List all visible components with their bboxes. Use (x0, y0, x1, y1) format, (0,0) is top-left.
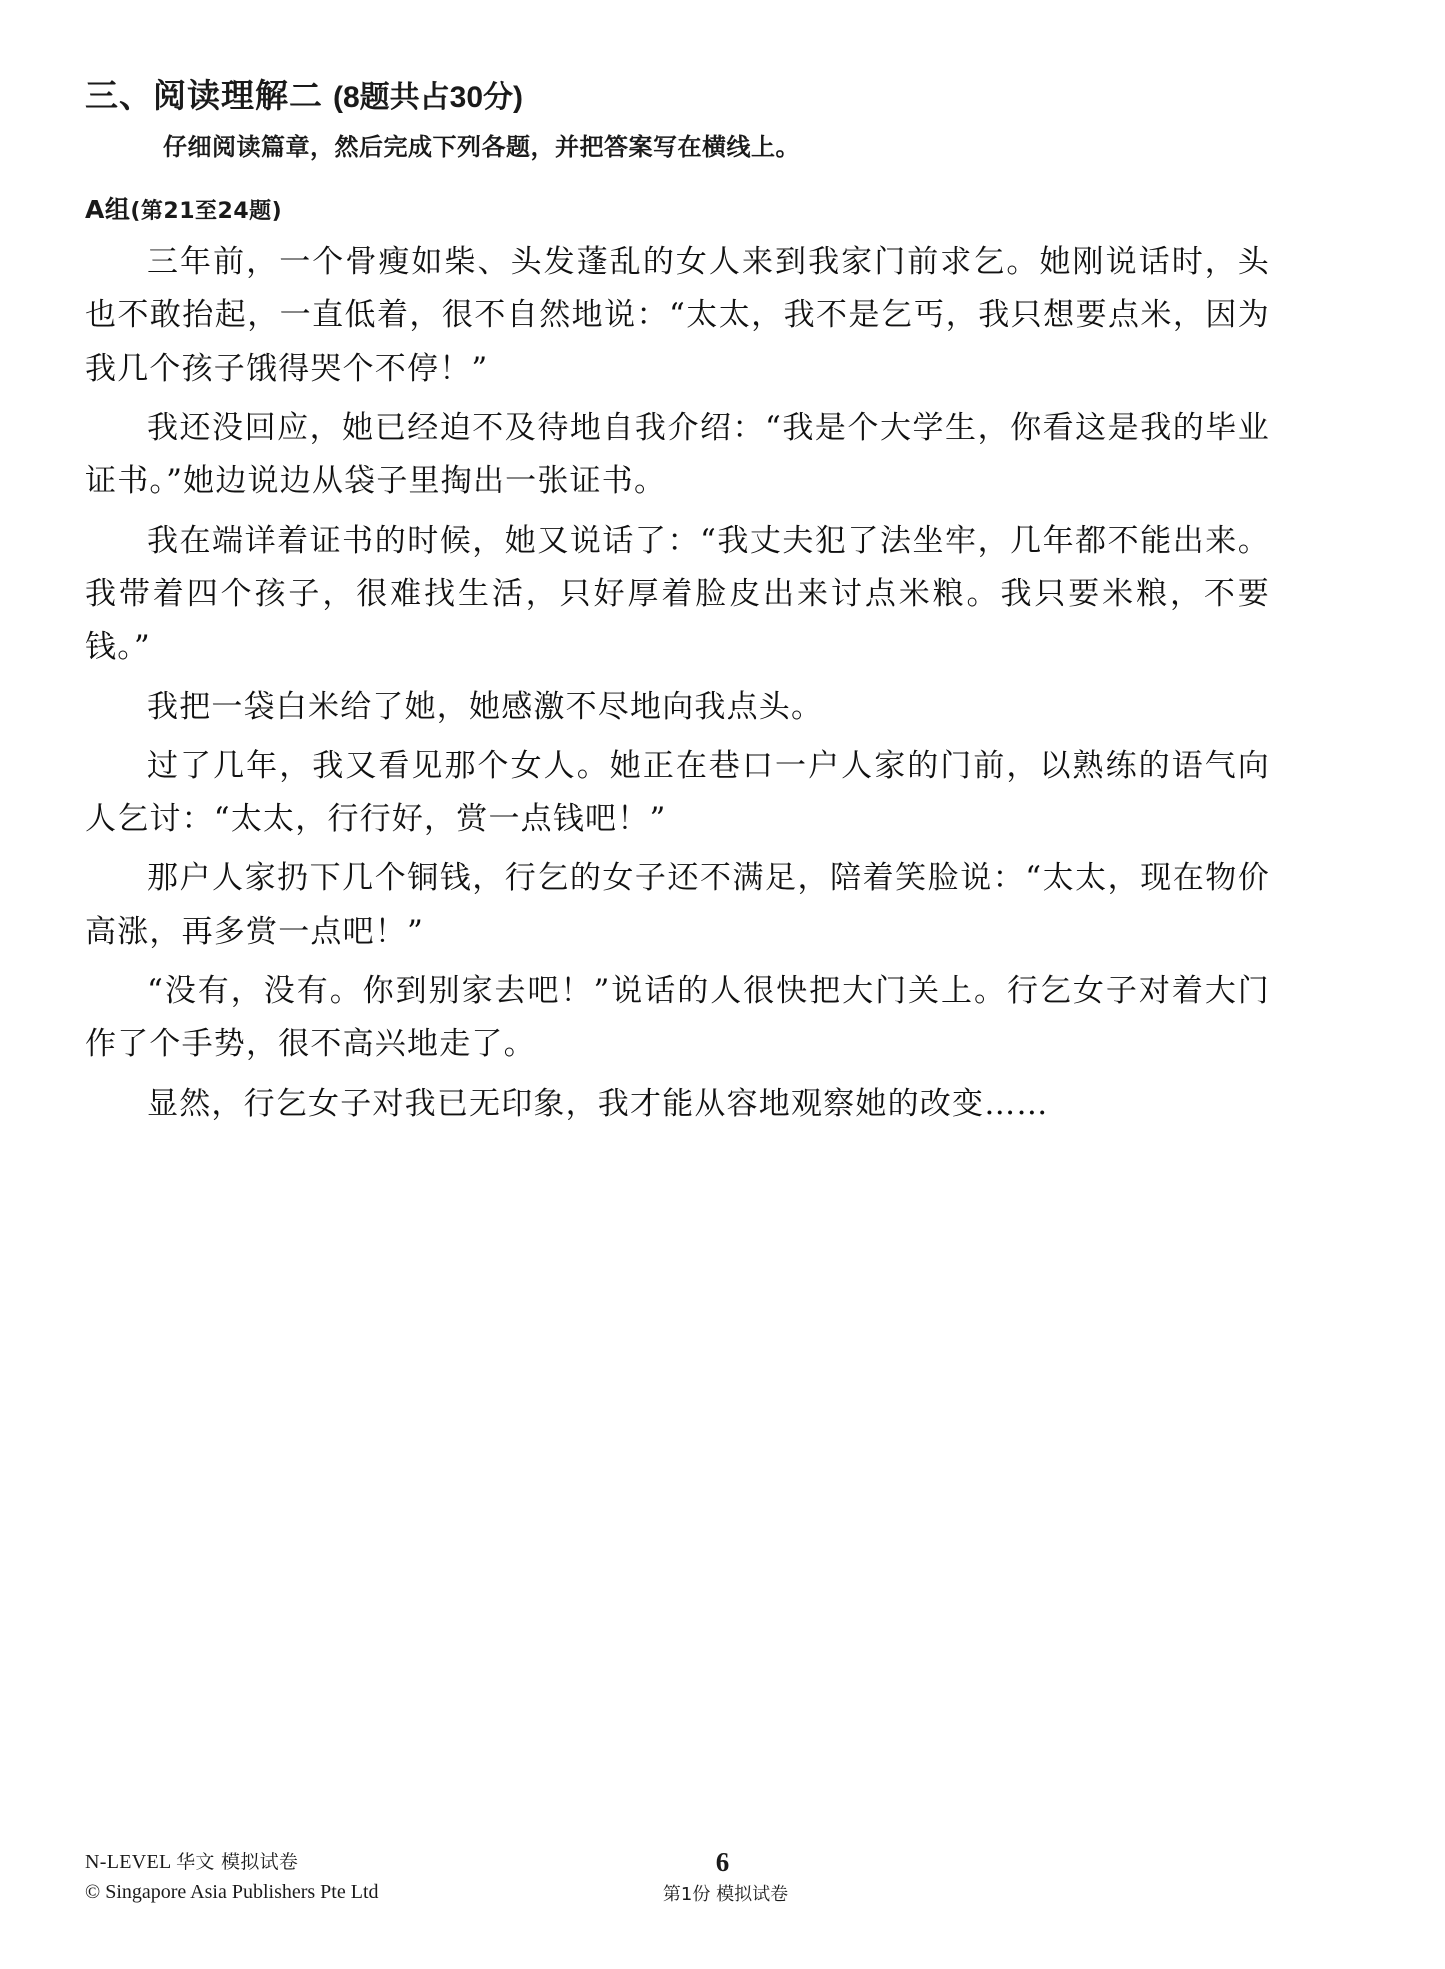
section-title: 三、阅读理解二 (85, 76, 323, 115)
paper-label: 第1份 模拟试卷 (662, 1884, 789, 1905)
passage-paragraph: 我把一袋白米给了她，她感激不尽地向我点头。 (147, 688, 824, 725)
group-label-main: A组 (85, 195, 131, 224)
footer-exam-level: N-LEVEL (85, 1851, 171, 1873)
passage-paragraph: “没有，没有。你到别家去吧！”说话的人很快把大门关上。行乞女子对着大门作了个手势，很不高兴地走了。 (85, 973, 1270, 1063)
passage-body (85, 236, 1270, 1131)
passage-paragraph: 过了几年，我又看见那个女人。她正在巷口一户人家的门前，以熟练的语气向人乞讨：“太太，行行好，赏一点钱吧！” (85, 747, 1270, 838)
footer-subject: 华文 模拟试卷 (176, 1851, 299, 1873)
section-heading (85, 70, 1325, 117)
passage-paragraph: 我还没回应，她已经迫不及待地自我介绍：“我是个大学生，你看这是我的毕业证书。”她边说边从袋子里掏出一张证书。 (85, 409, 1270, 500)
passage-paragraph: 那户人家扔下几个铜钱，行乞的女子还不满足，陪着笑脸说：“太太，现在物价高涨，再多赏一点吧！” (85, 860, 1270, 950)
passage-paragraph: 三年前，一个骨瘦如柴、头发蓬乱的女人来到我家门前求乞。她刚说话时，头也不敢抬起，一直低着，很不自然地说：“太太，我不是乞丐，我只想要点米，因为我几个孩子饿得哭个不停！” (85, 244, 1270, 387)
footer-center-block (85, 1847, 1360, 1906)
passage-paragraph: 显然，行乞女子对我已无印象，我才能从容地观察她的改变…… (147, 1085, 1049, 1122)
passage-paragraph: 我在端详着证书的时候，她又说话了：“我丈夫犯了法坐牢，几年都不能出来。我带着四个孩子，很难找生活，只好厚着脸皮出来讨点米粮。我只要米粮，不要钱。” (85, 522, 1270, 666)
section-marks: (8题共占30分) (333, 81, 524, 114)
footer-copyright: © Singapore Asia Publishers Pte Ltd (85, 1881, 379, 1903)
page-footer (85, 1847, 1360, 1917)
section-instruction: 仔细阅读篇章，然后完成下列各题，并把答案写在横线上。 (163, 133, 800, 161)
page-number: 6 (715, 1847, 730, 1877)
group-label (85, 190, 1325, 226)
group-label-range: (第21至24题) (130, 199, 283, 224)
